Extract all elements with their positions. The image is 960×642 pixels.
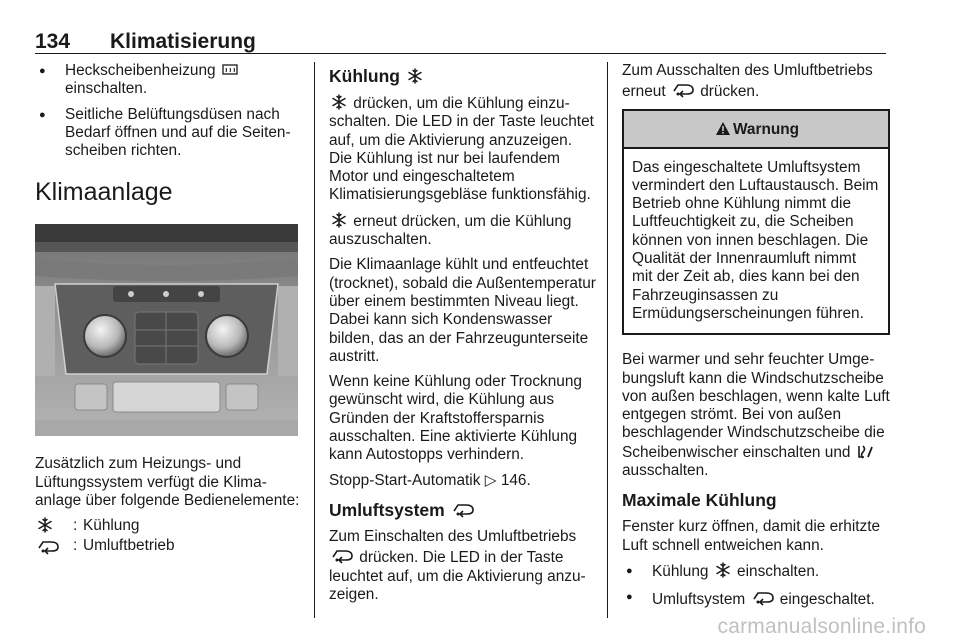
paragraph: drücken, um die Kühlung einzuschalten. Die LED in der Taste leuchtet auf, um die Aktivierung anzuzeigen. Die Kühlung ist nur bei laufendem Motor und eingeschaltetem Klimatisierungsgebläse funktionsfähig. [329, 95, 594, 204]
page-number: 134 [35, 30, 71, 53]
list-item: : Umluftbetrieb [35, 537, 303, 557]
paragraph: erneut drücken, um die Kühlung auszuschalten. [329, 212, 572, 249]
column-divider [607, 62, 608, 618]
list-item: ● Umluftsystem eingeschaltet. [622, 588, 890, 609]
column-2 [329, 62, 597, 611]
paragraph: Bei warmer und sehr feuchter Umgebungsluft kann die Windschutzscheibe von außen beschlagen, wenn kalte Luft entgegen strömt. Bei von außen beschlagender Windschutzscheibe die Scheibenwischer einschalten und ausschalten. [622, 351, 890, 480]
section-heading: Kühlung [329, 66, 597, 86]
paragraph: Wenn keine Kühlung oder Trocknung gewünscht wird, die Kühlung aus Gründen der Kraftstoffersparnis ausschalten. Eine aktivierte Kühlung kann Autostopps verhindern. [329, 373, 582, 464]
warning-triangle-icon [715, 121, 731, 136]
section-heading: Klimaanlage [35, 178, 173, 207]
list-item: ● Seitliche Belüftungsdüsen nach Bedarf öffnen und auf die Seitenscheiben richten. [35, 106, 303, 161]
column-divider [314, 62, 315, 618]
paragraph: Zum Ausschalten des Umluftbetriebs erneut drücken. [622, 62, 873, 101]
page-title: Klimatisierung [110, 30, 256, 53]
rear-window-heating-icon [222, 62, 238, 77]
paragraph: Zum Einschalten des Umluftbetriebs drücken. Die LED in der Taste leuchtet auf, um die Aktivierung anzuzeigen. [329, 527, 586, 603]
warning-box [622, 109, 890, 336]
warning-text: Das eingeschaltete Umluftsystem vermindert den Luftaustausch. Beim Betrieb ohne Kühlung nimmt die Luftfeuchtigkeit zu, die Scheiben können von innen beschlagen. Die Qualität der Innenraumluft nimmt mit der Zeit ab, dies kann bei den Fahrzeuginsassen zu Ermüdungserscheinungen führen. [632, 158, 879, 322]
list-item: : Kühlung [35, 517, 303, 537]
recirculation-icon [37, 537, 59, 555]
snowflake-icon [37, 517, 53, 533]
snowflake-icon [407, 68, 423, 84]
cross-reference: Stopp-Start-Automatik ▷ 146. [329, 471, 531, 489]
column-3 [622, 62, 890, 617]
recirculation-icon [672, 80, 694, 98]
page-reference-icon: ▷ [484, 471, 497, 489]
list-item: ● Heckscheibenheizung einschalten. [35, 62, 303, 99]
section-heading: Umluftsystem [329, 500, 597, 520]
watermark: carmanualsonline.info [717, 615, 926, 638]
climate-control-photo [35, 224, 298, 436]
column-1 [35, 62, 303, 557]
section-heading: Maximale Kühlung [622, 490, 777, 511]
recirculation-icon [331, 546, 353, 564]
page-header [35, 30, 925, 52]
recirculation-icon [452, 500, 474, 518]
list-item: ● Kühlung einschalten. [622, 562, 890, 581]
paragraph: Fenster kurz öffnen, damit die erhitzte Luft schnell entweichen kann. [622, 518, 881, 554]
intro-text: Zusätzlich zum Heizungs- und Lüftungssystem verfügt die Klimaanlage über folgende Bedienelemente: [35, 455, 300, 510]
paragraph: Die Klimaanlage kühlt und entfeuchtet (trocknet), sobald die Außentemperatur über einem bestimmten Niveau liegt. Dabei kann sich Kondenswasser bilden, das an der Fahrzeugunterseite austritt. [329, 256, 596, 365]
wiper-icon [857, 443, 873, 459]
snowflake-icon [715, 562, 731, 578]
warning-header: Warnung [624, 111, 888, 149]
header-rule [35, 53, 886, 54]
recirculation-icon [752, 588, 774, 606]
snowflake-icon [331, 94, 347, 110]
snowflake-icon [331, 212, 347, 228]
